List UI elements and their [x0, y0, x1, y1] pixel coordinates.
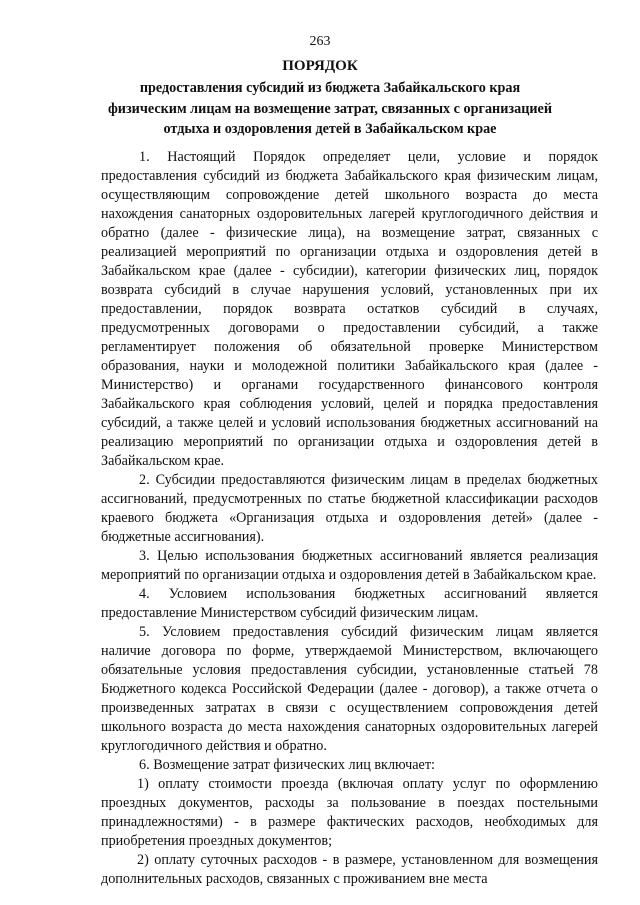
page-number: 263	[309, 34, 331, 49]
paragraph-6: 6. Возмещение затрат физических лиц включает:	[139, 757, 435, 773]
paragraph-6-item-1: 1) оплату стоимости проезда (включая оплату услуг по оформлению проездных документов, расходы за пользование в поездах постельными принадлежностями) - в размере фактических расходов, необходимых для приобретения проездных документов;	[101, 776, 598, 849]
paragraph-5: 5. Условием предоставления субсидий физическим лицам является наличие договора по форме, утверждаемой Министерством, включающего обязательные условия предоставления субсидии, установленные статьей 78 Бюджетного кодекса Российской Федерации (далее - договор), а также отчета о произведенных затратах в связи с осуществлением сопровождения детей школьного возраста до места нахождения санаторных оздоровительных лагерей круглогодичного действия и обратно.	[101, 624, 598, 754]
paragraph-2: 2. Субсидии предоставляются физическим лицам в пределах бюджетных ассигнований, предусмотренных по статье бюджетной классификации расходов краевого бюджета «Организация отдыха и оздоровления детей» (далее - бюджетные ассигнования).	[101, 472, 598, 545]
document-body	[101, 148, 598, 889]
paragraph-3: 3. Целью использования бюджетных ассигнований является реализация мероприятий по организации отдыха и оздоровления детей в Забайкальском крае.	[101, 548, 598, 583]
paragraph-1: 1. Настоящий Порядок определяет цели, условие и порядок предоставления субсидий из бюджета Забайкальского края физическим лицам, осуществляющим сопровождение детей школьного возраста до места нахождения санаторных оздоровительных лагерей круглогодичного действия и обратно (далее - физические лица), на возмещение затрат, связанных с реализацией мероприятий по организации отдыха и оздоровления детей в Забайкальском крае (далее - субсидии), категории физических лиц, порядок возврата субсидий в случае нарушения условий, установленных при их предоставлении, порядок возврата остатков субсидий в случаях, предусмотренных договорами о предоставлении субсидий, а также регламентирует положения об обязательной проверке Министерством образования, науки и молодежной политики Забайкальского края (далее - Министерство) и органами государственного финансового контроля Забайкальского края соблюдения условий, целей и порядка предоставления субсидий, а также целей и условий использования бюджетных ассигнований на реализацию мероприятий по организации отдыха и оздоровления детей в Забайкальском крае.	[101, 149, 598, 469]
paragraph-4: 4. Условием использования бюджетных ассигнований является предоставление Министерством субсидий физическим лицам.	[101, 586, 598, 621]
paragraph-6-item-2: 2) оплату суточных расходов - в размере, установленном для возмещения дополнительных расходов, связанных с проживанием вне места	[101, 852, 598, 887]
document-subtitle: предоставления субсидий из бюджета Забайкальского края физическим лицам на возмещение затрат, связанных с организацией отдыха и оздоровления детей в Забайкальском крае	[107, 80, 553, 137]
document-title: ПОРЯДОК	[282, 58, 358, 74]
